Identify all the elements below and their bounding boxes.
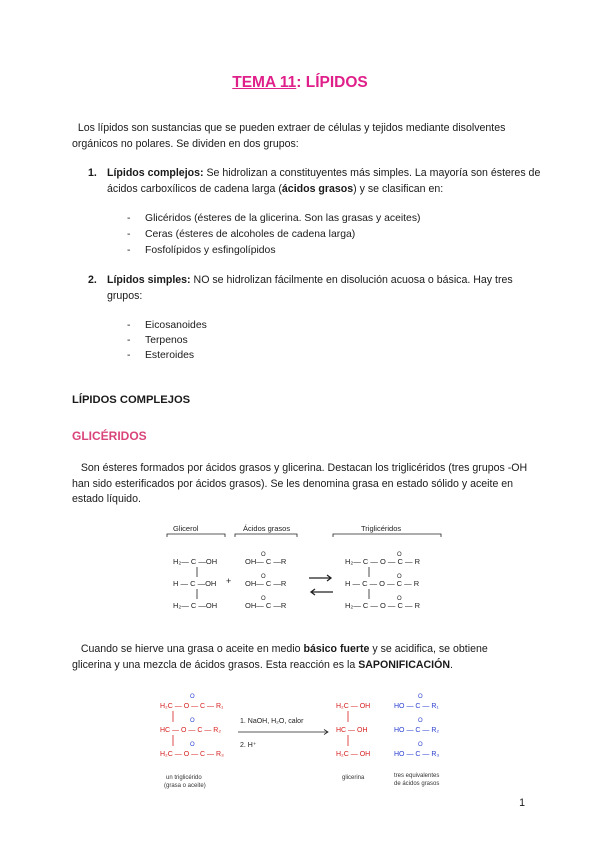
carbonyl-oxygen: O xyxy=(418,742,423,748)
list-number: 1. xyxy=(88,167,97,179)
carbonyl-oxygen: O xyxy=(397,552,402,558)
fatty-acid-row: HO — C — R₂ xyxy=(394,727,440,734)
triglyceride-row: H₂C — O — C — R₃ xyxy=(160,751,224,758)
page-title xyxy=(0,74,600,92)
triglyceride-row: HC — O — C — R₂ xyxy=(160,727,222,734)
triglyceride-row: H₂— C — O — C — R xyxy=(345,557,420,566)
esterification-diagram xyxy=(165,520,455,620)
saponification-diagram xyxy=(150,687,450,792)
carbonyl-oxygen: O xyxy=(261,596,266,602)
sub-item: - Fosfolípidos y esfingolípidos xyxy=(127,245,276,256)
glycerol-row: H₂— C —OH xyxy=(173,557,218,566)
sub-item: - Glicéridos (ésteres de la glicerina. Son las grasas y aceites) xyxy=(127,213,421,224)
list-item-simple-lipids: Lípidos simples: NO se hidrolizan fácilmente en disolución acuosa o básica. Hay tres grupos: xyxy=(107,274,513,302)
carbonyl-oxygen: O xyxy=(190,742,195,748)
sub-item: - Eicosanoides xyxy=(127,320,207,331)
saponification-paragraph: Cuando se hierve una grasa o aceite en medio básico fuerte y se acidifica, se obtiene glicerina y una mezcla de ácidos grasos. Esta reacción es la SAPONIFICACIÓN. xyxy=(72,643,488,671)
glycerin-row: H₂C — OH xyxy=(336,751,371,758)
label-triglycerides: Triglicéridos xyxy=(361,524,402,533)
carbonyl-oxygen: O xyxy=(261,552,266,558)
label-glycerol: Glicerol xyxy=(173,524,199,533)
label-fatty-acids: Ácidos grasos xyxy=(243,524,291,533)
fatty-acid-row: OH— C —R xyxy=(245,601,287,610)
caption-glycerin: glicerina xyxy=(342,775,365,781)
fatty-acid-row: HO — C — R₃ xyxy=(394,751,440,758)
caption-fatty-acids: tres equivalentes xyxy=(394,773,440,779)
section-heading-glycerides: GLICÉRIDOS xyxy=(72,429,147,443)
caption-triglyceride-note: (grasa o aceite) xyxy=(164,783,206,789)
section-heading-complex-lipids: LÍPIDOS COMPLEJOS xyxy=(72,394,191,406)
glycerol-row: H — C —OH xyxy=(173,579,217,588)
title-topic-number: TEMA 11 xyxy=(232,74,297,91)
carbonyl-oxygen: O xyxy=(190,718,195,724)
caption-triglyceride: un triglicérido xyxy=(166,775,202,781)
reagent-step-1: 1. NaOH, H₂O, calor xyxy=(240,718,304,725)
fatty-acid-row: HO — C — R₁ xyxy=(394,703,439,710)
glycerol-row: H₂— C —OH xyxy=(173,601,218,610)
list-item-complex-lipids: Lípidos complejos: Se hidrolizan a constituyentes más simples. La mayoría son ésteres de ácidos carboxílicos de cadena larga (ácidos grasos) y se clasifican en: xyxy=(107,167,541,195)
page-number: 1 xyxy=(519,797,525,809)
glycerides-paragraph: Son ésteres formados por ácidos grasos y glicerina. Destacan los triglicéridos (tres grupos -OH han sido esterificados por ácidos grasos). Se les denomina grasa en estado sólido y aceite en estado líquido. xyxy=(72,462,528,506)
carbonyl-oxygen: O xyxy=(261,574,266,580)
list-number: 2. xyxy=(88,274,97,286)
fatty-acid-row: OH— C —R xyxy=(245,557,287,566)
title-topic-name: : LÍPIDOS xyxy=(296,74,368,91)
carbonyl-oxygen: O xyxy=(397,596,402,602)
sub-item: - Esteroides xyxy=(127,350,195,361)
sub-item: - Terpenos xyxy=(127,335,188,346)
fatty-acid-row: OH— C —R xyxy=(245,579,287,588)
glycerin-row: HC — OH xyxy=(336,727,368,734)
caption-fatty-acids-2: de ácidos grasos xyxy=(394,781,440,787)
reagent-step-2: 2. H⁺ xyxy=(240,742,257,749)
carbonyl-oxygen: O xyxy=(190,694,195,700)
carbonyl-oxygen: O xyxy=(418,718,423,724)
carbonyl-oxygen: O xyxy=(397,574,402,580)
sub-item: - Ceras (ésteres de alcoholes de cadena larga) xyxy=(127,229,356,240)
triglyceride-row: H₂— C — O — C — R xyxy=(345,601,420,610)
plus-sign: + xyxy=(226,576,232,586)
triglyceride-row: H₂C — O — C — R₁ xyxy=(160,703,224,710)
intro-paragraph: Los lípidos son sustancias que se pueden extraer de células y tejidos mediante disolventes orgánicos no polares. Se dividen en dos grupos: xyxy=(72,122,506,150)
carbonyl-oxygen: O xyxy=(418,694,423,700)
glycerin-row: H₂C — OH xyxy=(336,703,371,710)
triglyceride-row: H — C — O — C — R xyxy=(345,579,420,588)
